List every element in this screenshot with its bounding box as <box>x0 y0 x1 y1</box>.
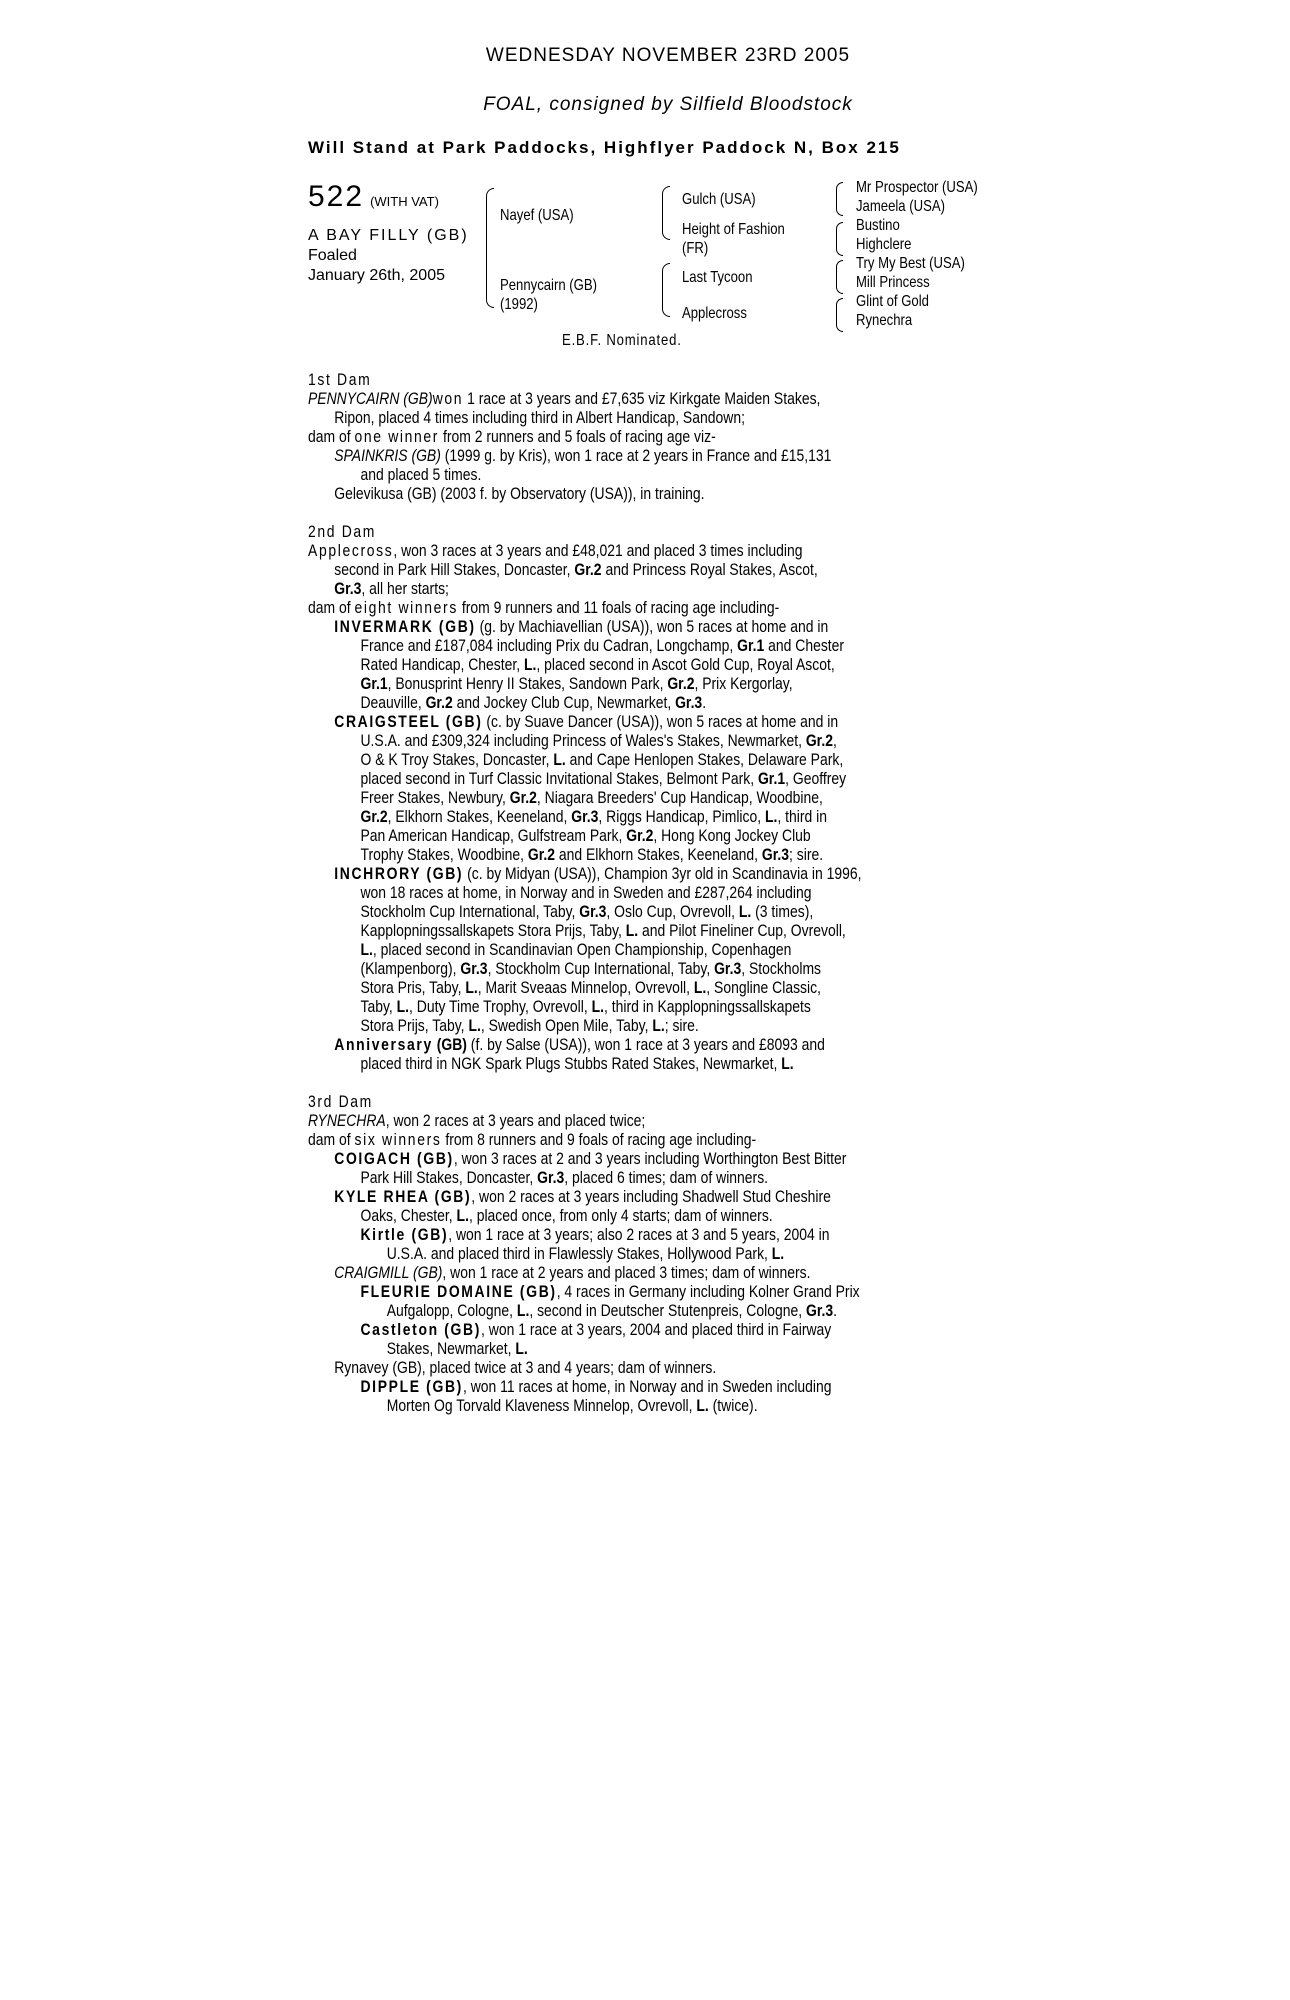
progeny-line: Oaks, Chester, L., placed once, from only 4 starts; dam of winners. <box>360 1206 773 1225</box>
progeny-line: FLEURIE DOMAINE (GB), 4 races in Germany including Kolner Grand Prix <box>360 1282 860 1301</box>
progeny-line: Park Hill Stakes, Doncaster, Gr.3, placed 6 times; dam of winners. <box>360 1168 769 1187</box>
progeny-line: Trophy Stakes, Woodbine, Gr.2 and Elkhorn Stakes, Keeneland, Gr.3; sire. <box>360 845 824 864</box>
pedigree-dam: Pennycairn (GB) (1992) <box>500 277 597 313</box>
horse-description <box>308 226 469 286</box>
first-dam-line: Ripon, placed 4 times including third in Albert Handicap, Sandown; <box>334 408 745 427</box>
progeny-line: INCHRORY (GB) (c. by Midyan (USA)), Champion 3yr old in Scandinavia in 1996, <box>334 864 862 883</box>
foaled-date: January 26th, 2005 <box>308 267 445 284</box>
progeny-line: CRAIGSTEEL (GB) (c. by Suave Dancer (USA)), won 5 races at home and in <box>334 712 839 731</box>
progeny-line: Aufgalopp, Cologne, L., second in Deutscher Stutenpreis, Cologne, Gr.3. <box>386 1301 837 1320</box>
progeny-line: France and £187,084 including Prix du Cadran, Longchamp, Gr.1 and Chester <box>360 636 845 655</box>
progeny-line: Pan American Handicap, Gulfstream Park, Gr.2, Hong Kong Jockey Club <box>360 826 811 845</box>
progeny-line: Castleton (GB), won 1 race at 3 years, 2004 and placed third in Fairway <box>360 1320 832 1339</box>
progeny-line: Stockholm Cup International, Taby, Gr.3, Oslo Cup, Ovrevoll, L. (3 times), <box>360 902 814 921</box>
second-dam-line: Gr.3, all her starts; <box>334 579 449 598</box>
progeny-line: COIGACH (GB), won 3 races at 2 and 3 years including Worthington Best Bitter <box>334 1149 847 1168</box>
progeny-line: Morten Og Torvald Klaveness Minnelop, Ovrevoll, L. (twice). <box>386 1396 758 1415</box>
progeny-line: U.S.A. and £309,324 including Princess of Wales's Stakes, Newmarket, Gr.2, <box>360 731 837 750</box>
progeny-line: U.S.A. and placed third in Flawlessly Stakes, Hollywood Park, L. <box>386 1244 785 1263</box>
first-dam-line: PENNYCAIRN (GB)won 1 race at 3 years and £7,635 viz Kirkgate Maiden Stakes, <box>308 389 821 408</box>
second-dam-heading: 2nd Dam <box>308 522 377 541</box>
progeny-line: KYLE RHEA (GB), won 2 races at 3 years including Shadwell Stud Cheshire <box>334 1187 831 1206</box>
progeny-line: Taby, L., Duty Time Trophy, Ovrevoll, L., third in Kapplopningssallskapets <box>360 997 811 1016</box>
progeny-line: Gr.1, Bonusprint Henry II Stakes, Sandown Park, Gr.2, Prix Kergorlay, <box>360 674 793 693</box>
first-dam-line: SPAINKRIS (GB) (1999 g. by Kris), won 1 race at 2 years in France and £15,131 <box>334 446 832 465</box>
progeny-line: won 18 races at home, in Norway and in Sweden and £287,264 including <box>360 883 812 902</box>
progeny-line: Kapplopningssallskapets Stora Prijs, Taby, L. and Pilot Fineliner Cup, Ovrevoll, <box>360 921 846 940</box>
third-dam-line: dam of six winners from 8 runners and 9 foals of racing age including- <box>308 1130 757 1149</box>
lot-number-block <box>308 180 439 214</box>
progeny-line: INVERMARK (GB) (g. by Machiavellian (USA)), won 5 races at home and in <box>334 617 829 636</box>
first-dam-line: dam of one winner from 2 runners and 5 foals of racing age viz- <box>308 427 716 446</box>
progeny-line: placed third in NGK Spark Plugs Stubbs Rated Stakes, Newmarket, L. <box>360 1054 794 1073</box>
pedigree-brace-main <box>486 188 494 308</box>
pedigree-sire: Nayef (USA) <box>500 207 574 224</box>
progeny-line: Deauville, Gr.2 and Jockey Club Cup, Newmarket, Gr.3. <box>360 693 707 712</box>
pedigree-dam-dam: Applecross <box>682 305 747 322</box>
third-dam-line: RYNECHRA, won 2 races at 3 years and placed twice; <box>308 1111 646 1130</box>
progeny-line: Rated Handicap, Chester, L., placed second in Ascot Gold Cup, Royal Ascot, <box>360 655 835 674</box>
progeny-line: CRAIGMILL (GB), won 1 race at 2 years and placed 3 times; dam of winners. <box>334 1263 811 1282</box>
first-dam-line: Gelevikusa (GB) (2003 f. by Observatory (USA)), in training. <box>334 484 705 503</box>
family-details <box>308 370 1028 1415</box>
pedigree-grandparents: Mr Prospector (USA) Jameela (USA) Bustino Highclere Try My Best (USA) Mill Princess Glint of Gold Rynechra <box>856 179 978 329</box>
progeny-line: L., placed second in Scandinavian Open Championship, Copenhagen <box>360 940 792 959</box>
progeny-line: Gr.2, Elkhorn Stakes, Keeneland, Gr.3, Riggs Handicap, Pimlico, L., third in <box>360 807 827 826</box>
second-dam-line: dam of eight winners from 9 runners and 11 foals of racing age including- <box>308 598 780 617</box>
pedigree-sire-sire: Gulch (USA) <box>682 191 756 208</box>
progeny-line: Anniversary (GB) (f. by Salse (USA)), won 1 race at 3 years and £8093 and <box>334 1035 825 1054</box>
pedigree-sire-dam: Height of Fashion (FR) <box>682 221 785 257</box>
ebf-nominated: E.B.F. Nominated. <box>562 332 682 349</box>
first-dam-heading: 1st Dam <box>308 370 372 389</box>
progeny-line: Rynavey (GB), placed twice at 3 and 4 years; dam of winners. <box>334 1358 717 1377</box>
lot-number: 522 <box>308 180 365 213</box>
second-dam-line: second in Park Hill Stakes, Doncaster, Gr.2 and Princess Royal Stakes, Ascot, <box>334 560 818 579</box>
progeny-line: Stora Prijs, Taby, L., Swedish Open Mile, Taby, L.; sire. <box>360 1016 699 1035</box>
third-dam-heading: 3rd Dam <box>308 1092 373 1111</box>
progeny-line: (Klampenborg), Gr.3, Stockholm Cup International, Taby, Gr.3, Stockholms <box>360 959 822 978</box>
stand-location: Will Stand at Park Paddocks, Highflyer Paddock N, Box 215 <box>308 138 901 157</box>
progeny-line: placed second in Turf Classic Invitational Stakes, Belmont Park, Gr.1, Geoffrey <box>360 769 847 788</box>
first-dam-line: and placed 5 times. <box>360 465 482 484</box>
progeny-line: Freer Stakes, Newbury, Gr.2, Niagara Breeders' Cup Handicap, Woodbine, <box>360 788 823 807</box>
vat-note: (WITH VAT) <box>370 194 439 209</box>
progeny-line: Kirtle (GB), won 1 race at 3 years; also 2 races at 3 and 5 years, 2004 in <box>360 1225 830 1244</box>
progeny-line: O & K Troy Stakes, Doncaster, L. and Cape Henlopen Stakes, Delaware Park, <box>360 750 844 769</box>
progeny-line: DIPPLE (GB), won 11 races at home, in Norway and in Sweden including <box>360 1377 832 1396</box>
foaled-label: Foaled <box>308 247 357 264</box>
progeny-line: Stakes, Newmarket, L. <box>386 1339 528 1358</box>
horse-name: A BAY FILLY (GB) <box>308 227 469 244</box>
progeny-line: Stora Pris, Taby, L., Marit Sveaas Minnelop, Ovrevoll, L., Songline Classic, <box>360 978 821 997</box>
sale-date: WEDNESDAY NOVEMBER 23RD 2005 <box>485 45 851 66</box>
second-dam-line: Applecross, won 3 races at 3 years and £48,021 and placed 3 times including <box>308 541 803 560</box>
consignor-line: FOAL, consigned by Silfield Bloodstock <box>483 94 853 115</box>
pedigree-dam-sire: Last Tycoon <box>682 269 753 286</box>
